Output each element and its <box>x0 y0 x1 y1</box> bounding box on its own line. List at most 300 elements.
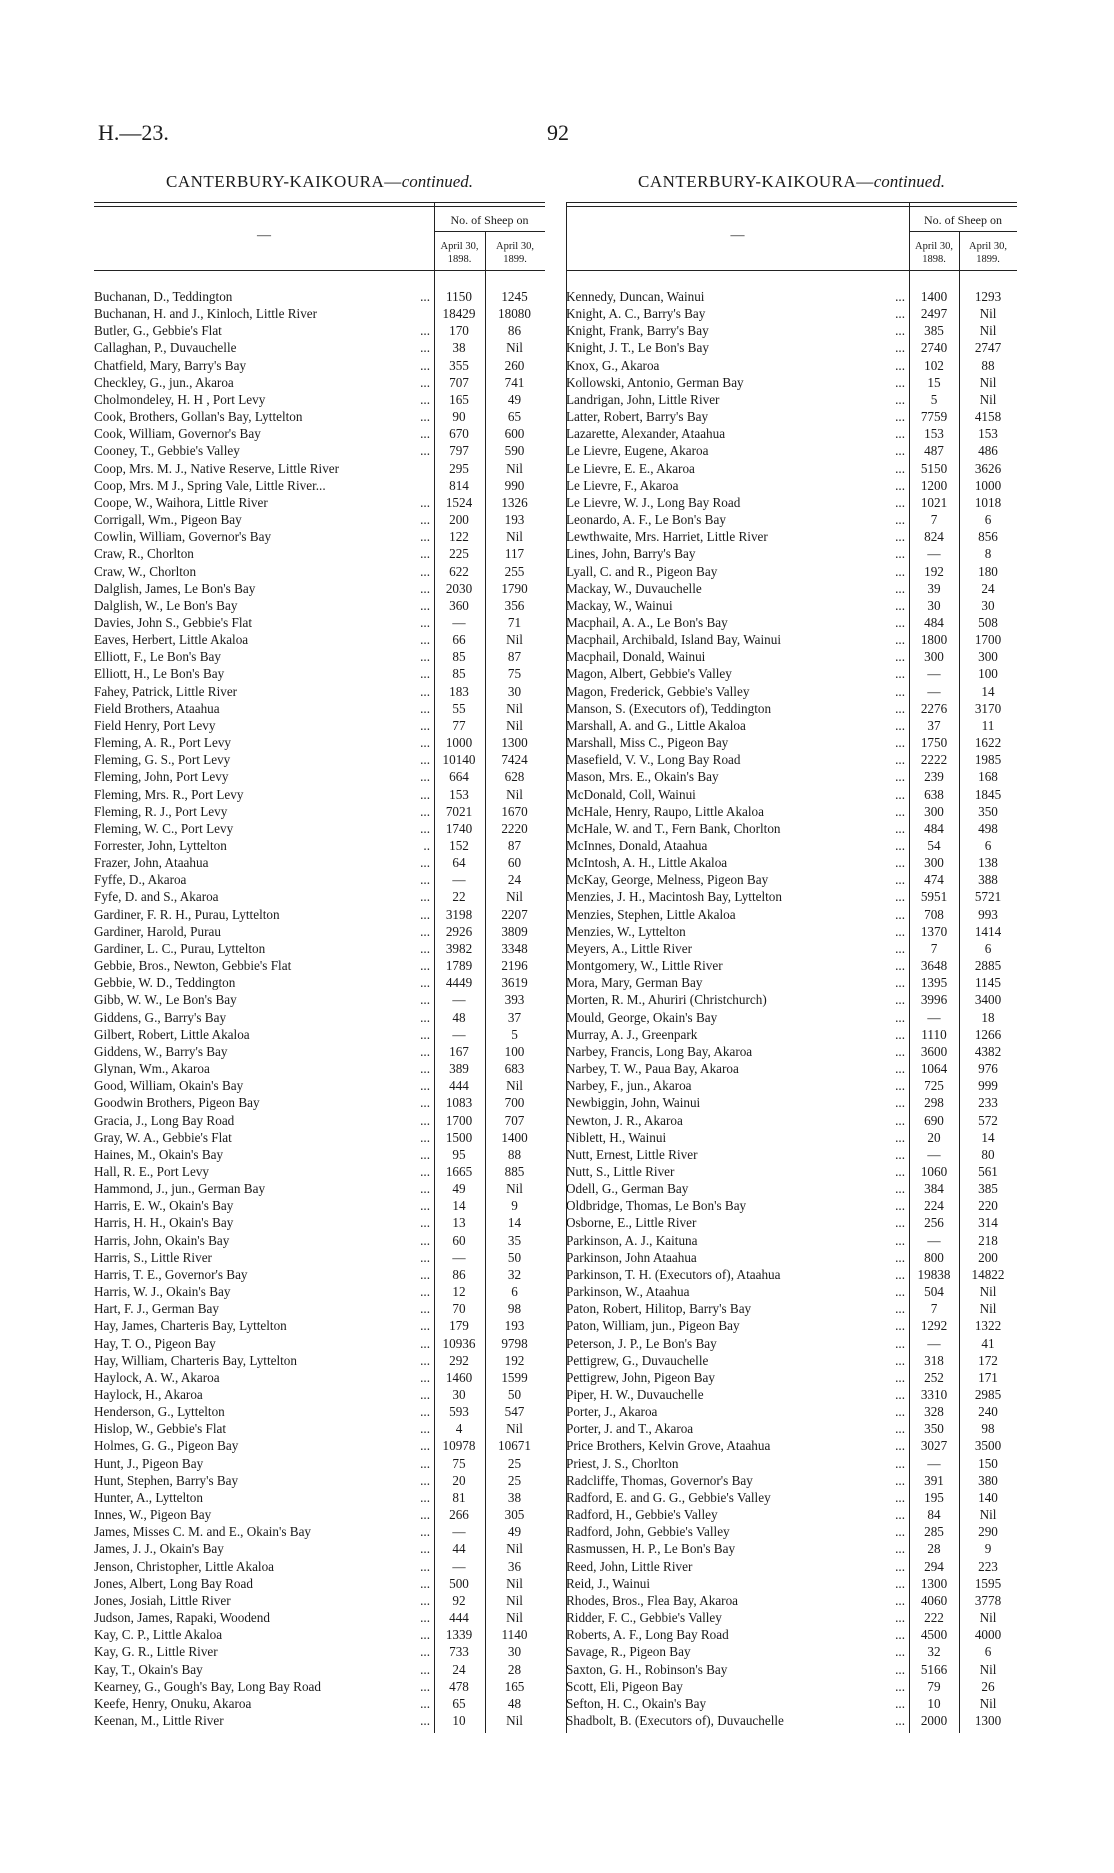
owner-name: Haylock, H., Akaroa <box>94 1387 203 1402</box>
leader-dots: ... <box>420 1610 430 1626</box>
leader-dots: ... <box>895 614 905 630</box>
sheep-count-1899: 86 <box>507 323 522 339</box>
leader-dots: ... <box>895 1695 905 1711</box>
leader-dots: .. <box>423 838 430 853</box>
sheep-count-1899: 100 <box>978 666 998 682</box>
leader-dots: ... <box>895 426 905 442</box>
sheep-count-1899: 976 <box>978 1061 998 1077</box>
sheep-count-1899: 24 <box>507 872 522 888</box>
table-row <box>566 648 1017 665</box>
sheep-count-1898: 504 <box>924 1284 944 1300</box>
table-row <box>566 1558 1017 1575</box>
sheep-count-1898: — <box>927 1335 941 1351</box>
table-row <box>94 460 545 477</box>
table-row <box>94 322 545 339</box>
table-row <box>94 1043 545 1060</box>
april-1898-header: April 30, 1898. <box>915 241 953 265</box>
table-row <box>94 888 545 905</box>
leader-dots: ... <box>895 1095 905 1111</box>
owner-name: Gracia, J., Long Bay Road <box>94 1112 235 1128</box>
owner-name: Gardiner, L. C., Purau, Lyttelton <box>94 940 266 956</box>
table-row <box>566 1335 1017 1352</box>
sheep-count-1899: 999 <box>978 1078 998 1094</box>
leader-dots: ... <box>895 374 905 390</box>
sheep-count-1899: 1599 <box>501 1369 528 1385</box>
sheep-count-1898: 500 <box>449 1575 469 1591</box>
owner-name: Henderson, G., Lyttelton <box>94 1404 225 1420</box>
sheep-count-1898: 300 <box>924 803 944 819</box>
table-row <box>566 494 1017 511</box>
sheep-count-1899: 2747 <box>974 340 1002 356</box>
table-row <box>94 1180 545 1197</box>
header-rule-bottom <box>94 270 545 271</box>
sheep-count-1898: 49 <box>452 1181 466 1197</box>
sheep-count-1899: 200 <box>978 1249 998 1265</box>
table-row <box>94 1214 545 1231</box>
sheep-count-1899: 10671 <box>498 1438 531 1454</box>
table-row <box>94 631 545 648</box>
leader-dots: ... <box>420 580 430 596</box>
sheep-count-1899: 150 <box>978 1455 998 1471</box>
sheep-count-1898: 824 <box>924 529 944 545</box>
sheep-count-1898: 252 <box>924 1369 944 1385</box>
owner-name: Coop, Mrs. M J., Spring Vale, Little River... <box>94 477 326 493</box>
table-row <box>94 1266 545 1283</box>
leader-dots: ... <box>895 546 905 562</box>
sheep-count-1899: 65 <box>507 409 522 425</box>
sheep-count-1898: 19838 <box>917 1266 951 1282</box>
sheep-count-1899: 1400 <box>501 1129 528 1145</box>
sheep-count-1899: 50 <box>507 1249 522 1265</box>
sheep-count-1899: 100 <box>504 1043 525 1059</box>
owner-name: Mackay, W., Duvauchelle <box>566 580 702 596</box>
sheep-count-1898: 24 <box>452 1661 466 1677</box>
leader-dots: ... <box>895 889 905 905</box>
owner-name: Checkley, G., jun., Akaroa <box>94 374 234 390</box>
april-1899-header: April 30, 1899. <box>496 241 534 265</box>
sheep-count-1898: 3996 <box>920 992 948 1008</box>
sheep-count-1898: 165 <box>449 391 469 407</box>
sheep-count-1898: 2740 <box>920 340 948 356</box>
leader-dots: ... <box>420 923 430 939</box>
sheep-count-1898: 350 <box>924 1421 944 1437</box>
sheep-count-1898: — <box>452 1558 466 1574</box>
sheep-count-1899: 14 <box>981 683 995 699</box>
sheep-count-1899: 4158 <box>974 409 1002 425</box>
leader-dots: ... <box>420 289 430 304</box>
owner-name: Le Lievre, Eugene, Akaroa <box>566 443 709 459</box>
sheep-count-1898: 725 <box>924 1078 944 1094</box>
leader-dots: ... <box>420 1215 430 1231</box>
sheep-count-1899: 14 <box>507 1215 522 1231</box>
owner-name: Le Lievre, W. J., Long Bay Road <box>566 494 741 510</box>
sheep-count-1899: 87 <box>507 838 522 853</box>
sheep-count-1899: 14 <box>981 1129 995 1145</box>
sheep-count-1898: 1000 <box>445 735 473 751</box>
leader-dots: ... <box>895 1352 905 1368</box>
sheep-count-1898: 389 <box>449 1061 469 1077</box>
table-row <box>94 734 545 751</box>
owner-name: Roberts, A. F., Long Bay Road <box>566 1627 729 1643</box>
sheep-count-1899: 50 <box>507 1387 522 1402</box>
owner-name: Innes, W., Pigeon Bay <box>94 1507 212 1523</box>
sheep-count-1898: 222 <box>924 1610 944 1626</box>
table-row <box>566 717 1017 734</box>
owner-name: Pettigrew, G., Duvauchelle <box>566 1352 709 1368</box>
leader-dots: ... <box>420 1146 430 1162</box>
table-row <box>566 631 1017 648</box>
sheep-count-1898: 328 <box>924 1404 944 1420</box>
sheep-count-1899: 707 <box>504 1112 525 1128</box>
sheep-count-1898: 1021 <box>920 494 948 510</box>
table-row <box>566 1060 1017 1077</box>
table-row <box>566 683 1017 700</box>
owner-name: Manson, S. (Executors of), Teddington <box>566 700 772 716</box>
leader-dots: ... <box>420 666 430 682</box>
leader-dots: ... <box>895 820 905 836</box>
table-row <box>94 957 545 974</box>
owner-name: Piper, H. W., Duvauchelle <box>566 1387 704 1402</box>
owner-name: Mould, George, Okain's Bay <box>566 1009 718 1025</box>
table-row <box>566 305 1017 322</box>
leader-dots: ... <box>895 1266 905 1282</box>
sheep-count-1899: 350 <box>978 803 998 819</box>
leader-dots: ... <box>420 769 430 785</box>
sheep-count-1899: Nil <box>506 529 523 545</box>
sheep-count-1899: 388 <box>978 872 998 888</box>
leader-dots: ... <box>420 529 430 545</box>
april-1898-header: April 30, 1898. <box>440 241 479 265</box>
owner-name: Frazer, John, Ataahua <box>94 855 209 871</box>
sheep-count-1898: 708 <box>924 906 944 922</box>
sheep-count-1898: 20 <box>927 1129 941 1145</box>
sheep-count-1898: 86 <box>452 1266 466 1282</box>
table-row <box>94 1300 545 1317</box>
table-row <box>94 477 545 494</box>
sheep-count-1899: 75 <box>507 666 522 682</box>
leader-dots <box>412 305 434 322</box>
table-row <box>94 425 545 442</box>
sheep-count-1899: 168 <box>978 769 998 785</box>
owner-name: Pettigrew, John, Pigeon Bay <box>566 1369 715 1385</box>
sheep-count-1899: 600 <box>504 426 525 442</box>
leader-dots: ... <box>895 940 905 956</box>
owner-name: Cooney, T., Gebbie's Valley <box>94 443 240 459</box>
table-row <box>566 563 1017 580</box>
owner-name: McDonald, Coll, Wainui <box>566 786 696 802</box>
sheep-count-1898: 3648 <box>920 958 948 974</box>
sheep-count-1899: 1266 <box>974 1026 1002 1042</box>
leader-dots: ... <box>420 1387 430 1402</box>
owner-name: Dalglish, W., Le Bon's Bay <box>94 597 238 613</box>
sheep-count-1898: 266 <box>449 1507 469 1523</box>
leader-dots: ... <box>895 1404 905 1420</box>
sheep-count-1899: 990 <box>504 477 525 493</box>
sheep-count-1899: 700 <box>504 1095 525 1111</box>
sheep-count-1899: Nil <box>506 717 523 733</box>
sheep-count-1899: 2196 <box>501 958 528 974</box>
sheep-count-1898: 179 <box>449 1318 469 1334</box>
sheep-count-1899: 2220 <box>501 820 528 836</box>
sheep-count-1898: 292 <box>449 1352 469 1368</box>
sheep-count-1899: Nil <box>506 700 523 716</box>
sheep-count-1899: 508 <box>978 614 998 630</box>
table-row <box>94 1643 545 1660</box>
owner-name: Peterson, J. P., Le Bon's Bay <box>566 1335 717 1351</box>
table-row <box>94 1232 545 1249</box>
owner-name: Parkinson, John Ataahua <box>566 1249 697 1265</box>
owner-name: Magon, Frederick, Gebbie's Valley <box>566 683 750 699</box>
owner-name: Kollowski, Antonio, German Bay <box>566 374 744 390</box>
owner-name: Narbey, T. W., Paua Bay, Akaroa <box>566 1061 739 1077</box>
table-row <box>566 1592 1017 1609</box>
owner-name: Menzies, W., Lyttelton <box>566 923 686 939</box>
owner-name: Meyers, A., Little River <box>566 940 692 956</box>
sheep-count-1899: 572 <box>978 1112 998 1128</box>
owner-name: Mora, Mary, German Bay <box>566 975 703 991</box>
leader-dots: ... <box>895 1387 905 1402</box>
owner-name: Judson, James, Rapaki, Woodend <box>94 1610 270 1626</box>
leader-dots: ... <box>420 323 430 339</box>
sheep-count-1899: 3619 <box>501 975 528 991</box>
sheep-count-1898: 102 <box>924 357 944 373</box>
sheep-count-1898: 478 <box>449 1678 469 1694</box>
sheep-count-1899: 41 <box>981 1335 995 1351</box>
sheep-count-1898: 1083 <box>445 1095 473 1111</box>
owner-name: McInnes, Donald, Ataahua <box>566 838 708 853</box>
table-row <box>566 460 1017 477</box>
owner-name: Chatfield, Mary, Barry's Bay <box>94 357 247 373</box>
table-row <box>94 339 545 356</box>
owner-name: Nutt, S., Little River <box>566 1163 675 1179</box>
leader-dots: ... <box>420 1352 430 1368</box>
sheep-count-1898: 384 <box>924 1181 944 1197</box>
table-row <box>566 425 1017 442</box>
sheep-count-1899: 1622 <box>974 735 1002 751</box>
name-header: — <box>257 228 271 243</box>
header-rule-top <box>566 202 1017 203</box>
table-row <box>94 665 545 682</box>
sheep-count-1899: 6 <box>984 838 992 853</box>
leader-dots: ... <box>895 1232 905 1248</box>
table-row <box>94 1077 545 1094</box>
table-row <box>94 1626 545 1643</box>
table-row <box>94 1695 545 1712</box>
table-row <box>94 854 545 871</box>
leader-dots: ... <box>420 563 430 579</box>
sheep-count-1898: 14 <box>452 1198 466 1214</box>
owner-name: Field Brothers, Ataahua <box>94 700 220 716</box>
sheep-count-1898: 300 <box>924 649 944 665</box>
owner-name: Macphail, A. A., Le Bon's Bay <box>566 614 728 630</box>
owner-name: James, Misses C. M. and E., Okain's Bay <box>94 1524 312 1540</box>
table-row <box>94 991 545 1008</box>
owner-name: Keefe, Henry, Onuku, Akaroa <box>94 1695 252 1711</box>
leader-dots: ... <box>420 1404 430 1420</box>
leader-dots: ... <box>420 443 430 459</box>
table-row <box>94 563 545 580</box>
owner-name: Knight, J. T., Le Bon's Bay <box>566 340 709 356</box>
table-row <box>94 751 545 768</box>
sheep-count-1898: 20 <box>452 1472 466 1488</box>
leader-dots: ... <box>420 683 430 699</box>
owner-name: Radcliffe, Thomas, Governor's Bay <box>566 1472 753 1488</box>
table-row <box>566 1609 1017 1626</box>
owner-name: Porter, J., Akaroa <box>566 1404 658 1420</box>
sheep-count-1898: 153 <box>924 426 944 442</box>
sheep-count-1898: 1110 <box>921 1026 947 1042</box>
leader-dots: ... <box>895 409 905 425</box>
leader-dots: ... <box>895 1198 905 1214</box>
owner-name: Gray, W. A., Gebbie's Flat <box>94 1129 232 1145</box>
owner-name: Kay, T., Okain's Bay <box>94 1661 203 1677</box>
owner-name: Leonardo, A. F., Le Bon's Bay <box>566 512 726 528</box>
sheep-count-1899: Nil <box>506 1541 523 1557</box>
leader-dots: ... <box>420 1078 430 1094</box>
sheep-count-1899: Nil <box>979 306 997 322</box>
owner-name: Cook, William, Governor's Bay <box>94 426 261 442</box>
sheep-count-1898: 85 <box>452 666 466 682</box>
owner-name: Radford, E. and G. G., Gebbie's Valley <box>566 1489 771 1505</box>
leader-dots: ... <box>420 752 430 768</box>
leader-dots: ... <box>895 1421 905 1437</box>
sheep-count-1898: 48 <box>452 1009 466 1025</box>
sheep-count-1899: 233 <box>978 1095 998 1111</box>
owner-name: Le Lievre, E. E., Akaroa <box>566 460 695 476</box>
table-row <box>94 494 545 511</box>
sheep-count-1898: 39 <box>927 580 941 596</box>
leader-dots: ... <box>420 1232 430 1248</box>
sheep-count-1898: 670 <box>449 426 469 442</box>
table-row <box>94 1609 545 1626</box>
column-title <box>94 172 545 192</box>
sheep-count-1899: 547 <box>504 1404 525 1420</box>
table-row <box>566 1369 1017 1386</box>
table-row <box>566 1146 1017 1163</box>
owner-name: Saxton, G. H., Robinson's Bay <box>566 1661 728 1677</box>
table-row <box>566 751 1017 768</box>
sheep-count-1899: 300 <box>978 649 998 665</box>
sheep-count-1898: 30 <box>927 597 941 613</box>
sheep-count-1899: 1595 <box>974 1575 1002 1591</box>
sheep-count-1899: 1700 <box>974 632 1002 648</box>
sheep-count-1899: Nil <box>979 1301 997 1317</box>
table-row <box>566 528 1017 545</box>
sheep-count-1898: 55 <box>452 700 466 716</box>
leader-dots: ... <box>895 563 905 579</box>
leader-dots: ... <box>420 889 430 905</box>
table-row <box>94 305 545 322</box>
sheep-count-1899: 3500 <box>974 1438 1002 1454</box>
sheep-count-1899: 1245 <box>501 289 528 304</box>
leader-dots: ... <box>420 717 430 733</box>
table-row <box>566 837 1017 854</box>
sheep-count-1898: 1700 <box>445 1112 473 1128</box>
sheep-count-1898: — <box>452 992 466 1008</box>
table-row <box>94 614 545 631</box>
leader-dots: ... <box>420 872 430 888</box>
leader-dots: ... <box>420 958 430 974</box>
sheep-count-1899: 3400 <box>974 992 1002 1008</box>
leader-dots: ... <box>420 700 430 716</box>
sheep-count-1899: 1670 <box>501 803 528 819</box>
sheep-count-1898: 7759 <box>920 409 948 425</box>
sheep-count-1898: 484 <box>924 614 944 630</box>
leader-dots: ... <box>420 855 430 871</box>
owner-name: Harris, John, Okain's Bay <box>94 1232 230 1248</box>
sheep-count-1898: 12 <box>452 1284 466 1300</box>
table-row <box>566 1214 1017 1231</box>
sheep-count-1898: 797 <box>449 443 469 459</box>
sheep-count-1899: 590 <box>504 443 525 459</box>
table-row <box>566 1249 1017 1266</box>
owner-name: Craw, R., Chorlton <box>94 546 194 562</box>
owner-name: Hart, F. J., German Bay <box>94 1301 219 1317</box>
sheep-count-1898: 1292 <box>920 1318 948 1334</box>
sheep-count-1898: 1395 <box>920 975 948 991</box>
table-row <box>566 1420 1017 1437</box>
leader-dots: ... <box>895 1524 905 1540</box>
owner-name: Parkinson, W., Ataahua <box>566 1284 690 1300</box>
leader-dots: ... <box>420 649 430 665</box>
table-row <box>566 1043 1017 1060</box>
leader-dots: ... <box>420 992 430 1008</box>
leader-dots: ... <box>895 323 905 339</box>
owner-name: Fyfe, D. and S., Akaroa <box>94 889 219 905</box>
sheep-count-1898: 32 <box>927 1644 941 1660</box>
table-row <box>94 1523 545 1540</box>
sheep-count-1899: 1293 <box>974 289 1002 304</box>
table-row <box>94 1283 545 1300</box>
owner-name: Radford, John, Gebbie's Valley <box>566 1524 730 1540</box>
table-row <box>566 1472 1017 1489</box>
sheep-count-1899: Nil <box>506 1575 523 1591</box>
table-row <box>566 288 1017 305</box>
sheep-count-1898: 285 <box>924 1524 944 1540</box>
leader-dots: ... <box>420 735 430 751</box>
owner-name: Newbiggin, John, Wainui <box>566 1095 701 1111</box>
sheep-count-1898: 298 <box>924 1095 944 1111</box>
sheep-count-1899: 2207 <box>501 906 528 922</box>
table-row <box>94 1472 545 1489</box>
sheep-count-1898: 7 <box>930 940 938 956</box>
table-row <box>94 1455 545 1472</box>
table-row <box>566 1523 1017 1540</box>
owner-name: Gardiner, F. R. H., Purau, Lyttelton <box>94 906 280 922</box>
sheep-count-1898: 3600 <box>920 1043 948 1059</box>
table-row <box>94 528 545 545</box>
leader-dots: ... <box>420 409 430 425</box>
sheep-count-1899: 18 <box>981 1009 995 1025</box>
sheep-count-1898: — <box>452 872 466 888</box>
owner-name: Elliott, H., Le Bon's Bay <box>94 666 225 682</box>
leader-dots: ... <box>895 649 905 665</box>
table-row <box>566 888 1017 905</box>
header-rule-top-2 <box>94 206 545 207</box>
leader-dots: ... <box>895 683 905 699</box>
owner-name: Price Brothers, Kelvin Grove, Ataahua <box>566 1438 771 1454</box>
owner-name: Priest, J. S., Chorlton <box>566 1455 679 1471</box>
owner-name: Cholmondeley, H. H , Port Levy <box>94 391 266 407</box>
sheep-count-1898: 800 <box>924 1249 944 1265</box>
table-row <box>566 768 1017 785</box>
owner-name: Ridder, F. C., Gebbie's Valley <box>566 1610 722 1626</box>
table-row <box>566 700 1017 717</box>
table-row <box>566 1437 1017 1454</box>
sheep-count-1898: 294 <box>924 1558 944 1574</box>
table-row <box>566 1506 1017 1523</box>
leader-dots: ... <box>895 477 905 493</box>
